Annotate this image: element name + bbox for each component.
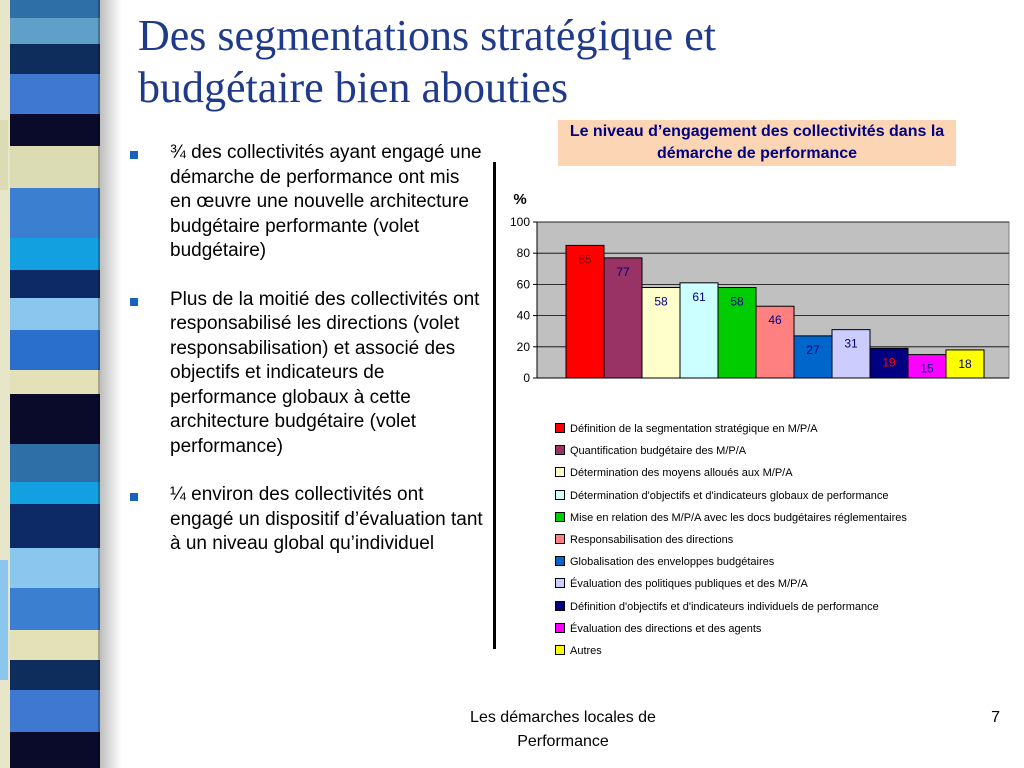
legend-swatch bbox=[555, 490, 565, 500]
legend-label: Détermination des moyens alloués aux M/P/A bbox=[570, 467, 793, 480]
strip-band bbox=[0, 0, 100, 18]
legend-item bbox=[555, 529, 907, 551]
bar-value-label: 46 bbox=[768, 313, 782, 328]
footer-text: Les démarches locales de Performance bbox=[470, 709, 656, 750]
strip-band bbox=[0, 298, 100, 330]
legend-item bbox=[555, 573, 907, 595]
y-tick-label: 0 bbox=[523, 371, 530, 385]
strip-band bbox=[0, 630, 100, 660]
strip-band bbox=[0, 504, 100, 548]
legend-item bbox=[555, 551, 907, 573]
square-bullet-icon bbox=[130, 493, 138, 501]
legend-swatch bbox=[555, 445, 565, 455]
y-tick-label: 80 bbox=[516, 246, 530, 261]
strip-band bbox=[0, 690, 100, 732]
legend-label: Autres bbox=[570, 644, 602, 657]
strip-band bbox=[0, 270, 100, 298]
strip-band bbox=[0, 588, 100, 630]
legend-label: Détermination d'objectifs et d'indicateurs globaux de performance bbox=[570, 489, 889, 502]
strip-band bbox=[0, 238, 100, 270]
legend-swatch bbox=[555, 556, 565, 566]
bar-chart bbox=[500, 180, 1020, 395]
strip-band bbox=[0, 732, 100, 768]
strip-band bbox=[0, 146, 100, 188]
legend-swatch bbox=[555, 623, 565, 633]
bar-value-label: 61 bbox=[692, 289, 706, 304]
legend-label: Définition d'objectifs et d'indicateurs individuels de performance bbox=[570, 600, 879, 613]
legend-item bbox=[555, 596, 907, 618]
legend-label: Mise en relation des M/P/A avec les docs budgétaires réglementaires bbox=[570, 511, 907, 524]
chart-title: Le niveau d’engagement des collectivités dans la démarche de performance bbox=[558, 120, 956, 166]
page-number: 7 bbox=[991, 709, 1000, 726]
strip-band bbox=[0, 560, 8, 680]
legend-swatch bbox=[555, 601, 565, 611]
bullet-item bbox=[128, 483, 484, 557]
y-axis-label: % bbox=[513, 191, 527, 208]
strip-band bbox=[0, 114, 100, 146]
strip-band bbox=[0, 188, 100, 238]
chart-legend bbox=[555, 418, 907, 662]
bullet-item bbox=[128, 141, 484, 264]
bar-value-label: 31 bbox=[844, 336, 858, 351]
strip-band bbox=[0, 18, 100, 44]
strip-band bbox=[0, 330, 100, 370]
bullet-list bbox=[128, 141, 484, 581]
strip-band bbox=[0, 444, 100, 482]
bar-value-label: 19 bbox=[882, 355, 896, 370]
bar-value-label: 18 bbox=[958, 356, 972, 371]
strip-band bbox=[0, 660, 100, 690]
square-bullet-icon bbox=[130, 298, 138, 306]
legend-swatch bbox=[555, 645, 565, 655]
legend-label: Évaluation des politiques publiques et des M/P/A bbox=[570, 578, 808, 591]
strip-band bbox=[0, 482, 100, 504]
y-tick-label: 20 bbox=[516, 339, 530, 354]
slide-title: Des segmentations stratégique et budgétaire bien abouties bbox=[138, 11, 716, 112]
legend-swatch bbox=[555, 512, 565, 522]
bar-value-label: 77 bbox=[616, 264, 630, 279]
legend-item bbox=[555, 418, 907, 440]
legend-label: Globalisation des enveloppes budgétaires bbox=[570, 556, 775, 569]
side-strip-shadow bbox=[98, 0, 122, 768]
legend-item bbox=[555, 485, 907, 507]
y-tick-label: 40 bbox=[516, 308, 530, 323]
bullet-item bbox=[128, 288, 484, 460]
legend-label: Évaluation des directions et des agents bbox=[570, 622, 762, 635]
strip-band bbox=[0, 74, 100, 114]
legend-swatch bbox=[555, 534, 565, 544]
bar-value-label: 15 bbox=[920, 361, 934, 376]
legend-item bbox=[555, 462, 907, 484]
legend-swatch bbox=[555, 467, 565, 477]
y-tick-label: 60 bbox=[516, 277, 530, 292]
vertical-divider bbox=[493, 162, 496, 649]
legend-swatch bbox=[555, 423, 565, 433]
legend-item bbox=[555, 640, 907, 662]
legend-label: Définition de la segmentation stratégique en M/P/A bbox=[570, 423, 818, 435]
legend-swatch bbox=[555, 578, 565, 588]
strip-band bbox=[0, 370, 100, 394]
legend-item bbox=[555, 440, 907, 462]
bullet-text: ¾ des collectivités ayant engagé une démarche de performance ont mis en œuvre une nouvelle architecture budgétaire performante (volet budgétaire) bbox=[170, 142, 482, 261]
strip-band bbox=[0, 548, 100, 588]
bar-value-label: 58 bbox=[654, 294, 668, 309]
bullet-text: Plus de la moitié des collectivités ont responsabilisé les directions (volet responsabilisation) et associé des objectifs et indicateurs de performance globaux à cette architecture budgétaire (volet performance) bbox=[170, 288, 480, 457]
strip-band bbox=[0, 120, 8, 190]
legend-label: Responsabilisation des directions bbox=[570, 533, 734, 546]
bullet-text: ¼ environ des collectivités ont engagé un dispositif d’évaluation tant à un niveau global qu’individuel bbox=[170, 484, 483, 554]
legend-item bbox=[555, 618, 907, 640]
bar-value-label: 27 bbox=[806, 342, 820, 357]
square-bullet-icon bbox=[130, 151, 138, 159]
y-tick-label: 100 bbox=[509, 215, 530, 229]
strip-band bbox=[0, 44, 100, 74]
bar-value-label: 58 bbox=[730, 294, 744, 309]
legend-item bbox=[555, 507, 907, 529]
bar-value-label: 85 bbox=[578, 252, 592, 267]
strip-band bbox=[0, 394, 100, 444]
legend-label: Quantification budgétaire des M/P/A bbox=[570, 445, 747, 458]
